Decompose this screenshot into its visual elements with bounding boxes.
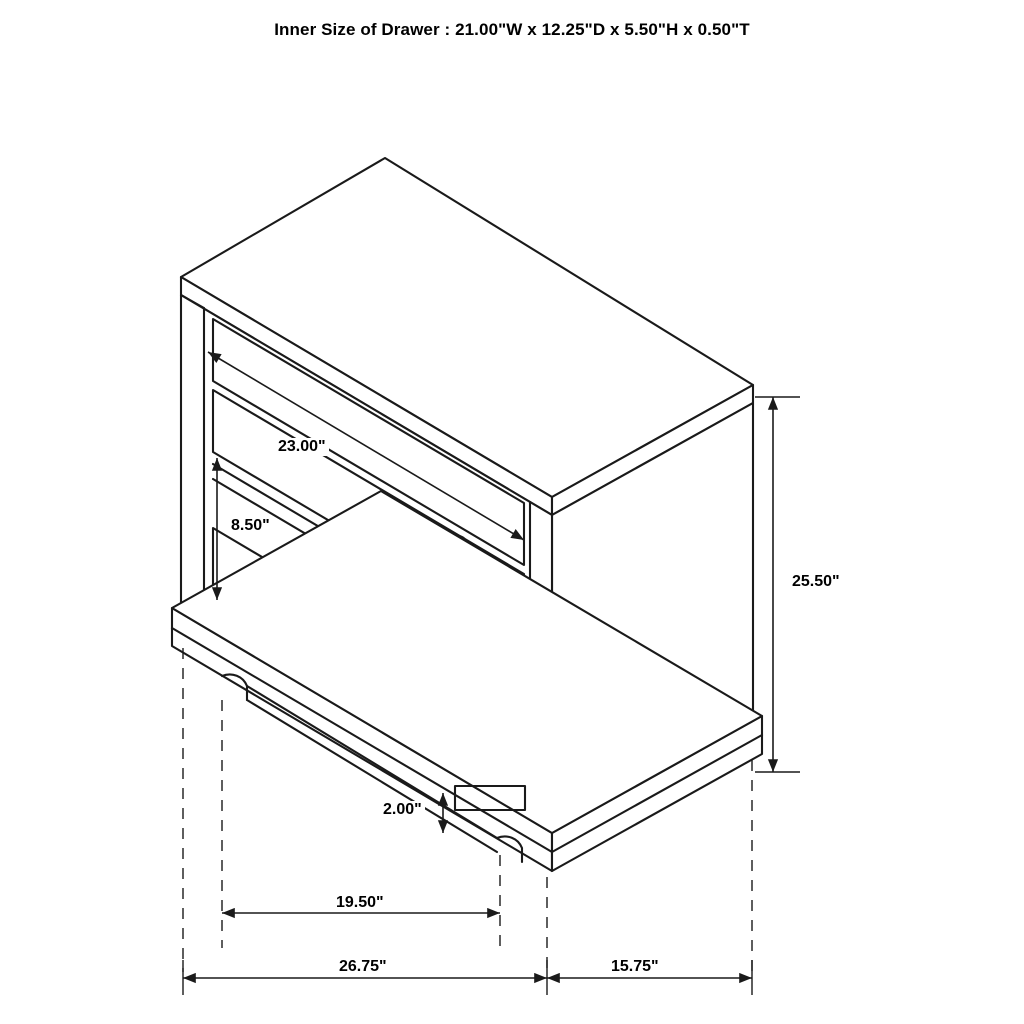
- dim-label-overall-width: 26.75": [336, 958, 390, 976]
- dim-label-drawer-height: 8.50": [228, 517, 273, 535]
- dim-label-drawer-width: 23.00": [275, 438, 329, 456]
- dim-label-overall-depth: 15.75": [608, 958, 662, 976]
- dim-label-leg-span: 19.50": [333, 894, 387, 912]
- dim-label-overall-height: 25.50": [789, 573, 843, 591]
- page-title: Inner Size of Drawer : 21.00"W x 12.25"D x 5.50"H x 0.50"T: [274, 20, 750, 39]
- dim-label-base-clearance: 2.00": [380, 801, 425, 819]
- cabinet-body: [172, 158, 762, 871]
